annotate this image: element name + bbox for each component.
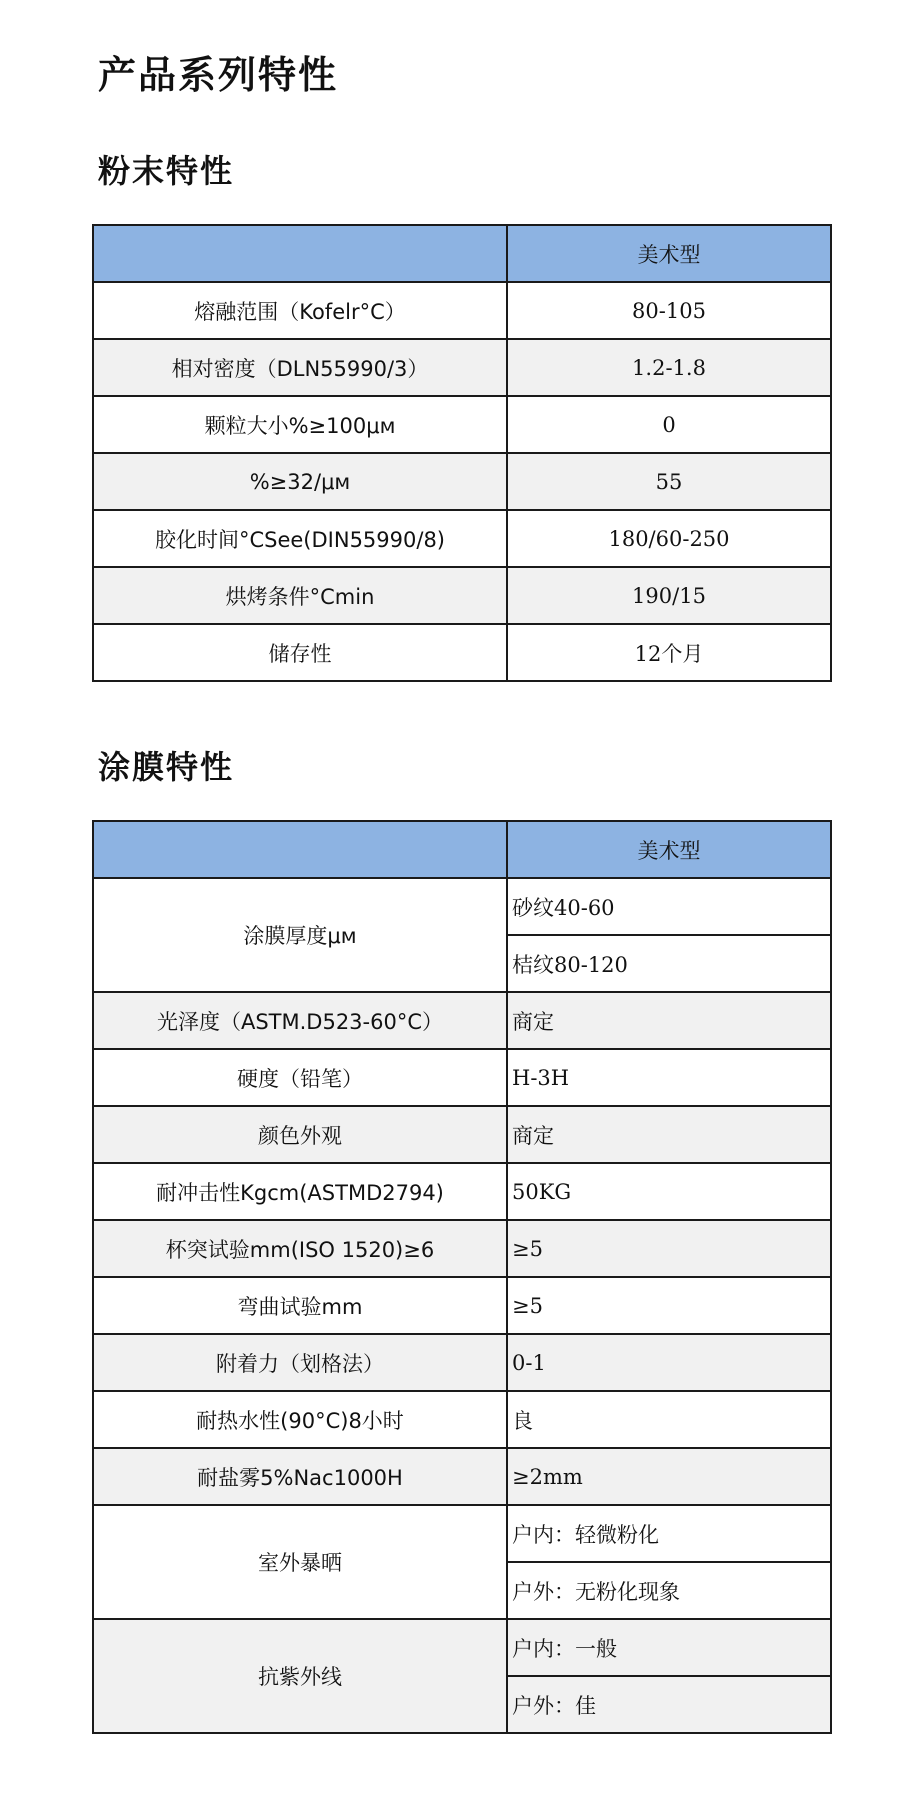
powder-properties-table xyxy=(92,224,832,682)
property-value: 55 xyxy=(507,453,831,510)
film-properties-table xyxy=(92,820,832,1734)
property-label: 烘烤条件°Cmin xyxy=(93,567,507,624)
property-value: 良 xyxy=(507,1391,831,1448)
table-row xyxy=(93,1505,831,1562)
property-label: 相对密度（DLN55990/3） xyxy=(93,339,507,396)
property-value: ≥5 xyxy=(507,1277,831,1334)
property-value: 户内：轻微粉化 xyxy=(507,1505,831,1562)
property-value: 190/15 xyxy=(507,567,831,624)
property-value: ≥5 xyxy=(507,1220,831,1277)
property-value: 砂纹40-60 xyxy=(507,878,831,935)
property-value: H-3H xyxy=(507,1049,831,1106)
property-label: 颗粒大小%≥100μм xyxy=(93,396,507,453)
property-value: 50KG xyxy=(507,1163,831,1220)
property-value: 180/60-250 xyxy=(507,510,831,567)
property-label: 颜色外观 xyxy=(93,1106,507,1163)
powder-section-title: 粉末特性 xyxy=(98,152,235,190)
property-label: 抗紫外线 xyxy=(93,1619,507,1733)
property-label: 耐热水性(90°C)8小时 xyxy=(93,1391,507,1448)
table-row xyxy=(93,1049,831,1106)
property-value: 80-105 xyxy=(507,282,831,339)
film-section-title: 涂膜特性 xyxy=(98,748,235,786)
property-label: 硬度（铅笔） xyxy=(93,1049,507,1106)
property-label: 耐冲击性Kgcm(ASTMD2794) xyxy=(93,1163,507,1220)
page-title: 产品系列特性 xyxy=(98,53,339,97)
property-value: 0 xyxy=(507,396,831,453)
table-row xyxy=(93,624,831,681)
property-label: 储存性 xyxy=(93,624,507,681)
property-label: 弯曲试验mm xyxy=(93,1277,507,1334)
property-label: 杯突试验mm(ISO 1520)≥6 xyxy=(93,1220,507,1277)
property-value: 1.2-1.8 xyxy=(507,339,831,396)
table-row xyxy=(93,339,831,396)
table-row xyxy=(93,396,831,453)
table-row xyxy=(93,1106,831,1163)
table-row xyxy=(93,1334,831,1391)
table-row xyxy=(93,1619,831,1676)
property-value: 户外：佳 xyxy=(507,1676,831,1733)
property-value: 桔纹80-120 xyxy=(507,935,831,992)
property-label: 光泽度（ASTM.D523-60°C） xyxy=(93,992,507,1049)
table-row xyxy=(93,1277,831,1334)
property-value: 0-1 xyxy=(507,1334,831,1391)
header-blank-cell xyxy=(93,225,507,282)
table-header-row xyxy=(93,821,831,878)
table-header-row xyxy=(93,225,831,282)
property-label: 胶化时间°CSee(DIN55990/8) xyxy=(93,510,507,567)
table-row xyxy=(93,1391,831,1448)
header-cell: 美术型 xyxy=(507,821,831,878)
property-value: 户内：一般 xyxy=(507,1619,831,1676)
table-row xyxy=(93,1220,831,1277)
property-label: 熔融范围（Kofelr°C） xyxy=(93,282,507,339)
table-row xyxy=(93,878,831,935)
property-value: 户外：无粉化现象 xyxy=(507,1562,831,1619)
table-row xyxy=(93,1163,831,1220)
property-label: 涂膜厚度μм xyxy=(93,878,507,992)
table-row xyxy=(93,282,831,339)
property-label: 室外暴晒 xyxy=(93,1505,507,1619)
table-row xyxy=(93,1448,831,1505)
property-label: 耐盐雾5%Nac1000H xyxy=(93,1448,507,1505)
table-row xyxy=(93,567,831,624)
table-row xyxy=(93,510,831,567)
property-value: 商定 xyxy=(507,1106,831,1163)
property-value: 商定 xyxy=(507,992,831,1049)
header-blank-cell xyxy=(93,821,507,878)
property-label: 附着力（划格法） xyxy=(93,1334,507,1391)
property-label: %≥32/μм xyxy=(93,453,507,510)
table-row xyxy=(93,453,831,510)
property-value: ≥2mm xyxy=(507,1448,831,1505)
table-row xyxy=(93,992,831,1049)
header-cell: 美术型 xyxy=(507,225,831,282)
property-value: 12个月 xyxy=(507,624,831,681)
